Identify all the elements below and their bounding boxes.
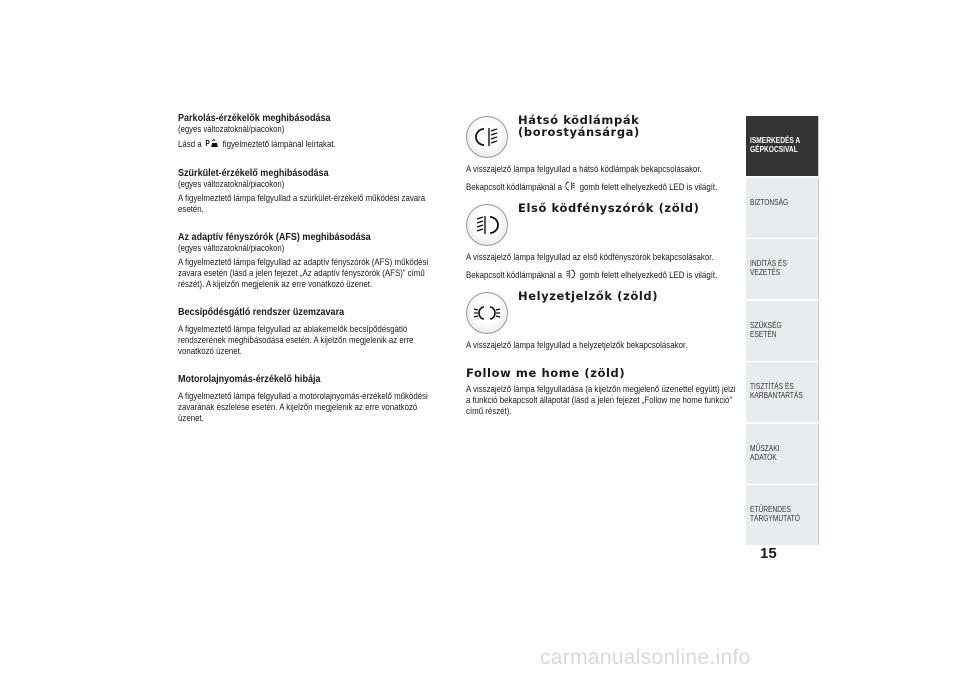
front-fog-body-2: Bekapcsolt ködlámpáknál a gomb felett elhelyezkedő LED is világít.	[466, 270, 718, 282]
tab-tisztitas[interactable]: TISZTÍTÁS ÉS KARBANTARTÁS	[746, 362, 819, 422]
front-fog-icon	[466, 204, 508, 246]
rear-fog-title: Hátsó ködlámpák (borostyánsárga)	[518, 113, 640, 139]
rear-fog-button-icon	[566, 181, 576, 194]
rear-fog-body-2: Bekapcsolt ködlámpáknál a gomb felett elhelyezkedő LED is világít.	[466, 182, 718, 194]
tab-targymutato[interactable]: ETŰRENDES TÁRGYMUTATÓ	[746, 485, 819, 545]
position-header	[466, 288, 742, 340]
rear-fog-icon	[466, 116, 508, 158]
position-lights-icon	[466, 292, 508, 334]
antipinch-body: A figyelmeztető lámpa felgyullad az ablakemelők becsípődésgátló rendszerének meghibásodása esetén. A kijelzőn megjelenik az erre vonatkozó üzenet.	[178, 324, 414, 357]
position-title: Helyzetjelzők (zöld)	[518, 289, 659, 303]
position-body: A visszajelző lámpa felgyullad a helyzetjelzők bekapcsolásakor.	[466, 340, 688, 351]
parking-sensor-sub: (egyes változatoknál/piacokon)	[178, 124, 285, 134]
tab-muszaki[interactable]: MŰSZAKI ADATOK	[746, 424, 819, 484]
twilight-sensor-body: A figyelmeztető lámpa felgyullad a szürkület-érzékelő működési zavara esetén.	[178, 193, 426, 215]
front-fog-header	[466, 200, 742, 252]
watermark: carmanualsonline.info	[540, 646, 751, 669]
rear-fog-body-1: A visszajelző lámpa felgyullad a hátsó ködlámpák bekapcsolásakor.	[466, 164, 702, 175]
afs-body: A figyelmeztető lámpa felgyullad az adaptív fényszórók (AFS) működési zavara esetén (lásd a jelen fejezet „Az adaptív fényszórók (AFS)” című részét). A kijelzőn megjelenik az erre vonatkozó üzenet.	[178, 257, 429, 290]
tab-szukseg[interactable]: SZÜKSÉG ESETÉN	[746, 301, 819, 361]
front-fog-button-icon	[566, 269, 576, 282]
svg-text:P: P	[205, 138, 210, 148]
antipinch-title: Becsípődésgátló rendszer üzemzavara	[178, 306, 345, 318]
parking-sensor-title: Parkolás-érzékelők meghibásodása	[178, 112, 331, 124]
front-fog-title: Első ködfényszórók (zöld)	[518, 201, 700, 215]
page-number: 15	[760, 545, 777, 562]
oil-sensor-body: A figyelmeztető lámpa felgyullad a motorolajnyomás-érzékelő működési zavarának észlelése esetén. A kijelzőn megjelenik az erre vonatkozó üzenet.	[178, 391, 428, 424]
tab-biztonsag[interactable]: BIZTONSÁG	[746, 178, 819, 238]
twilight-sensor-title: Szürkület-érzékelő meghibásodása	[178, 167, 329, 179]
afs-title: Az adaptív fényszórók (AFS) meghibásodása	[178, 231, 371, 243]
oil-sensor-title: Motorolajnyomás-érzékelő hibája	[178, 373, 321, 385]
tab-ismerkedes[interactable]: ISMERKEDÉS A GÉPKOCSIVAL	[746, 116, 819, 176]
twilight-sensor-sub: (egyes változatoknál/piacokon)	[178, 179, 285, 189]
chapter-sidebar	[746, 116, 819, 547]
tab-inditas[interactable]: INDÍTÁS ÉS VEZETÉS	[746, 239, 819, 299]
follow-me-home-title: Follow me home (zöld)	[466, 366, 626, 380]
rear-fog-header	[466, 112, 742, 164]
follow-me-home-body: A visszajelző lámpa felgyulladása (a kijelzőn megjelenő üzenettel együtt) jelzi a funkció bekapcsolt állapotát (lásd a jelen fejezet „Follow me home funkció” című részét).	[466, 384, 736, 417]
afs-sub: (egyes változatoknál/piacokon)	[178, 243, 285, 253]
front-fog-body-1: A visszajelző lámpa felgyullad az első ködfényszórók bekapcsolásakor.	[466, 252, 714, 263]
parking-sensor-body: Lásd a P figyelmeztető lámpánál leírtakat.	[178, 138, 336, 151]
parking-sensor-icon	[206, 138, 219, 151]
right-column	[466, 112, 742, 417]
left-column	[178, 112, 443, 424]
